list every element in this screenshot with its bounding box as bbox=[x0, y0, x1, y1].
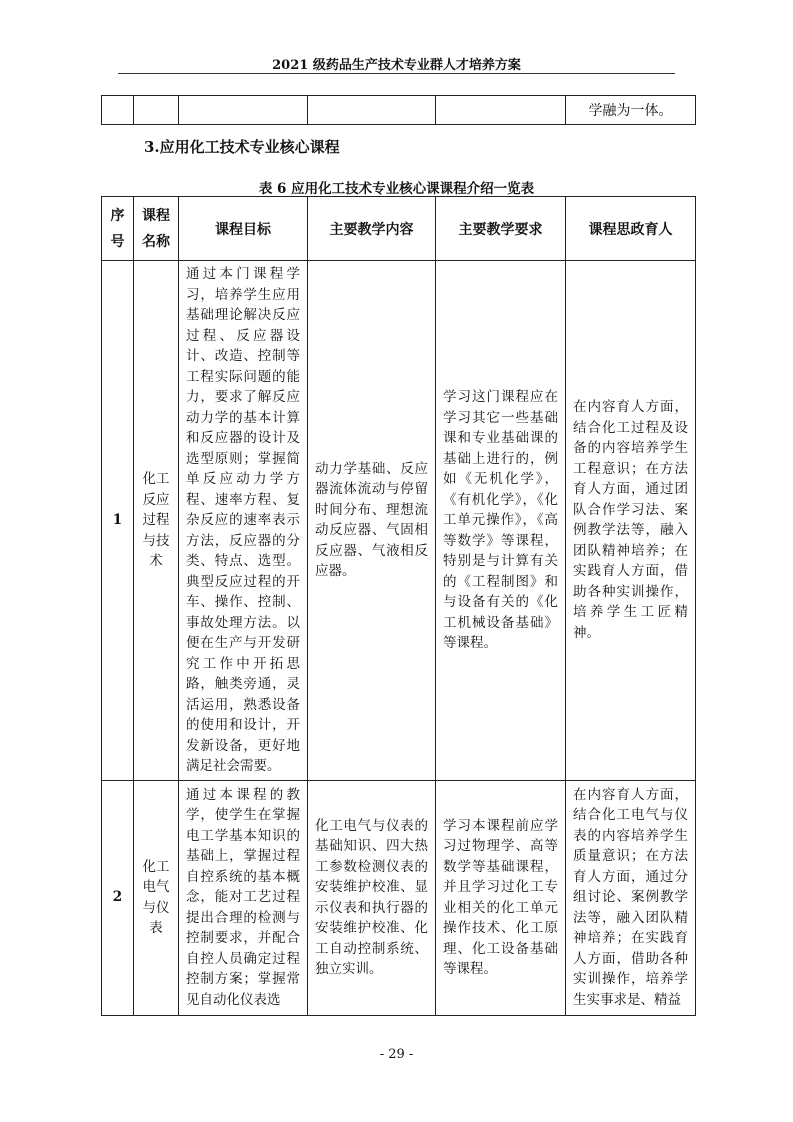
course-ideology: 在内容育人方面，结合化工过程及设备的内容培养学生工程意识；在方法育人方面，通过团队合作学习法、案例教学法等，融入团队精神培养；在实践育人方面，借助各种实训操作，培养学生工匠精神。 bbox=[573, 399, 688, 641]
empty-cell bbox=[308, 96, 436, 125]
course-content: 化工电气与仪表的基础知识、四大热工参数检测仪表的安装维护校准、显示仪表和执行器的安装维护校准、化工自动控制系统、独立实训。 bbox=[315, 817, 428, 977]
course-name: 化工电气与仪表 bbox=[134, 780, 179, 1015]
header-seq-line2: 号 bbox=[110, 233, 125, 250]
course-content: 动力学基础、反应器流体流动与停留时间分布、理想流动反应器、气固相反应器、气液相反应器。 bbox=[315, 460, 428, 580]
course-goal-cell bbox=[179, 780, 308, 1015]
header-rule bbox=[118, 73, 675, 74]
course-requirement-cell bbox=[436, 780, 566, 1015]
course-content-cell bbox=[308, 780, 436, 1015]
course-ideology: 在内容育人方面，结合化工电气与仪表的内容培养学生质量意识；在方法育人方面，通过分组讨论、案例教学法等，融入团队精神培养；在实践育人方面，借助各种实训操作，培养学生实事求是、精益 bbox=[573, 786, 688, 1008]
header-name-line1: 课程 bbox=[142, 207, 170, 224]
header-requirement: 主要教学要求 bbox=[436, 197, 566, 261]
document-header-title: 2021 级药品生产技术专业群人才培养方案 bbox=[272, 58, 521, 73]
table-caption: 表 6 应用化工技术专业核心课课程介绍一览表 bbox=[258, 181, 535, 197]
header-content: 主要教学内容 bbox=[308, 197, 436, 261]
empty-cell bbox=[102, 96, 134, 125]
course-requirement: 学习这门课程应在学习其它一些基础课和专业基础课的基础上进行的，例如《无机化学》，《有机化学》，《化工单元操作》，《高等数学》等课程，特别是与计算有关的《工程制图》和与设备有关的《化工机械设备基础》等课程。 bbox=[443, 389, 558, 651]
table-row bbox=[102, 780, 696, 1015]
course-name: 化工反应过程与技术 bbox=[134, 261, 179, 781]
header-seq bbox=[102, 197, 134, 261]
page-number: - 29 - bbox=[379, 1047, 414, 1062]
empty-cell bbox=[134, 96, 179, 125]
row-number: 1 bbox=[102, 261, 134, 781]
core-course-table bbox=[101, 196, 696, 1016]
course-content-cell bbox=[308, 261, 436, 781]
header-ideology: 课程思政育人 bbox=[566, 197, 696, 261]
course-goal-cell bbox=[179, 261, 308, 781]
header-goal: 课程目标 bbox=[179, 197, 308, 261]
course-ideology-cell bbox=[566, 780, 696, 1015]
course-requirement-cell bbox=[436, 261, 566, 781]
header-seq-line1: 序 bbox=[110, 207, 125, 224]
course-goal: 通过本门课程学习，培养学生应用基础理论解决反应过程、反应器设计、改造、控制等工程实际问题的能力，要求了解反应动力学的基本计算和反应器的设计及选型原则；掌握简单反应动力学方程、速率方程、复杂反应的速率表示方法，反应器的分类、特点、选型。典型反应过程的开车、操作、控制、事故处理方法。以便在生产与开发研究工作中开拓思路，触类旁通，灵活运用，熟悉设备的使用和设计，开发新设备，更好地满足社会需要。 bbox=[186, 266, 300, 774]
empty-cell bbox=[436, 96, 566, 125]
empty-cell bbox=[179, 96, 308, 125]
course-requirement: 学习本课程前应学习过物理学、高等数学等基础课程，并且学习过化工专业相关的化工单元操作技术、化工原理、化工设备基础等课程。 bbox=[443, 817, 558, 977]
table-header-row bbox=[102, 197, 696, 261]
course-ideology-cell bbox=[566, 261, 696, 781]
header-course-name bbox=[134, 197, 179, 261]
table-row bbox=[102, 261, 696, 781]
course-goal: 通过本课程的教学，使学生在掌握电工学基本知识的基础上，掌握过程自控系统的基本概念，能对工艺过程提出合理的检测与控制要求，并配合自控人员确定过程控制方案；掌握常见自动化仪表选 bbox=[186, 786, 300, 1008]
continued-table-row bbox=[101, 95, 696, 125]
row-number: 2 bbox=[102, 780, 134, 1015]
continued-cell-text: 学融为一体。 bbox=[566, 96, 696, 125]
section-heading: 3.应用化工技术专业核心课程 bbox=[144, 138, 340, 156]
header-name-line2: 名称 bbox=[142, 233, 170, 250]
